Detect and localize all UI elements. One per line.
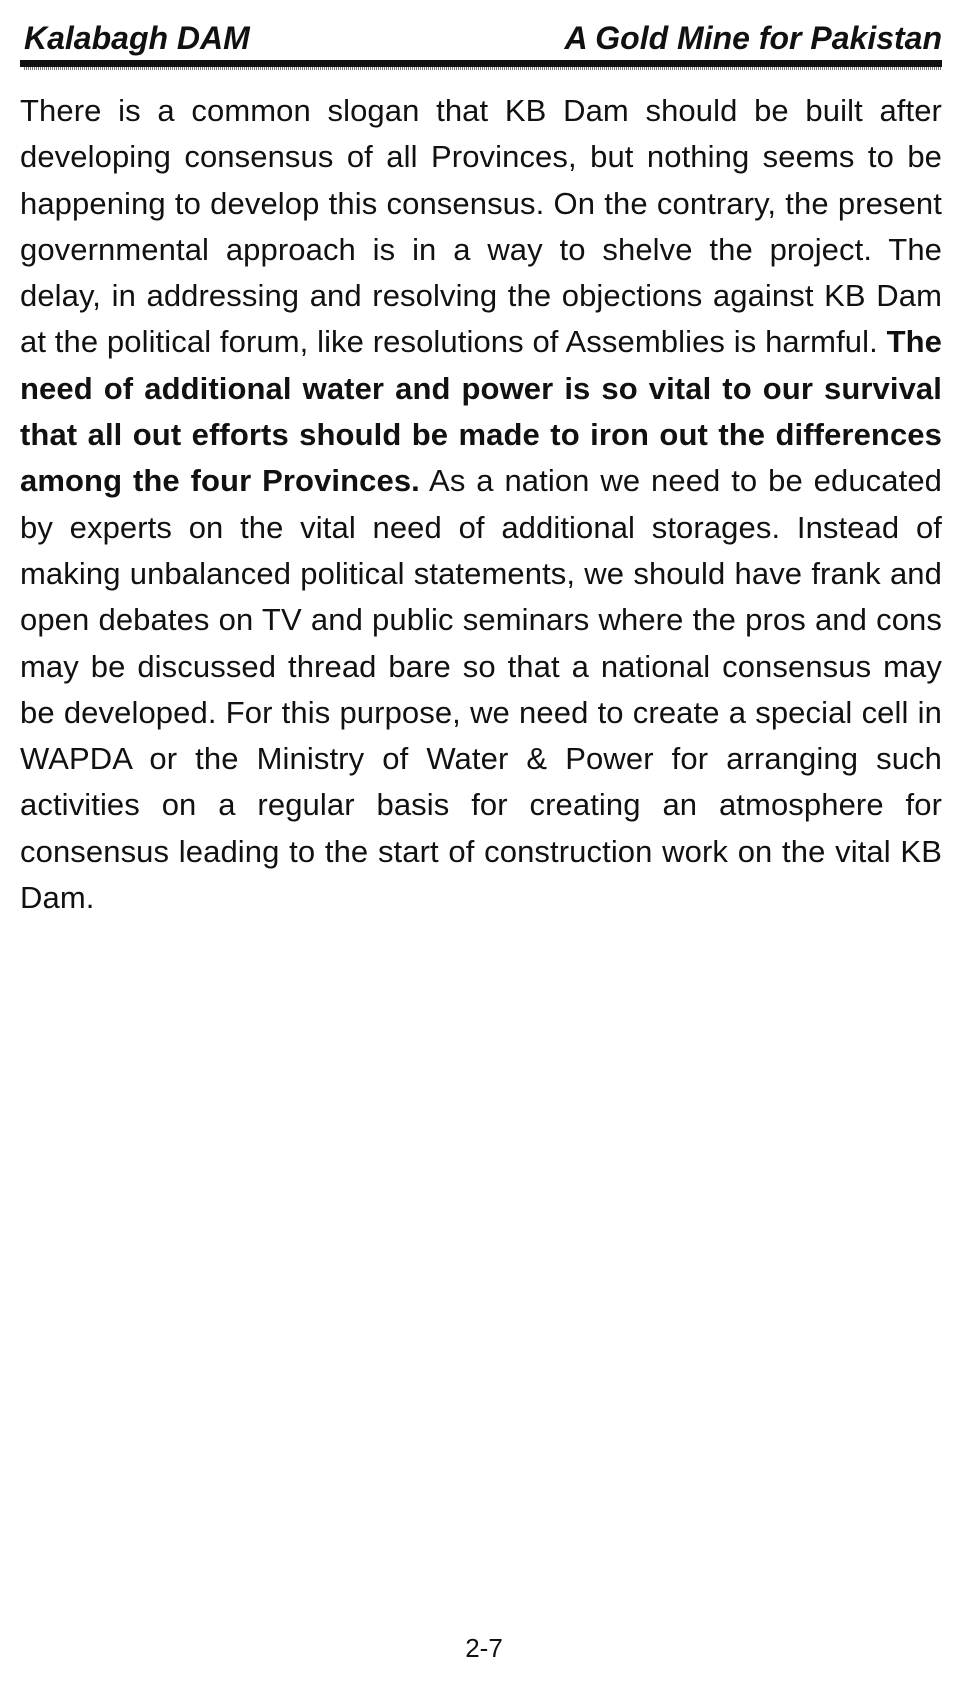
- header-book-subtitle: A Gold Mine for Pakistan: [564, 20, 942, 56]
- header-book-title: Kalabagh DAM: [24, 20, 250, 56]
- running-header: [20, 18, 942, 58]
- paragraph-text-start: There is a common slogan that KB Dam should be built after developing consensus of all Provinces, but nothing seems to be happening to develop this consensus. On the contrary, the present governmental approach is in a way to shelve the project. The delay, in addressing and resolving the objections against KB Dam at the political forum, like resolutions of Assemblies is harmful.: [20, 93, 942, 360]
- header-rule: [20, 60, 942, 67]
- paragraph-text-end: As a nation we need to be educated by experts on the vital need of additional storages. Instead of making unbalanced political statements, we should have frank and open debates on TV and public seminars where the pros and cons may be discussed thread bare so that a national consensus may be developed. For this purpose, we need to create a special cell in WAPDA or the Ministry of Water & Power for arranging such activities on a regular basis for creating an atmosphere for consensus leading to the start of construction work on the vital KB Dam.: [20, 463, 942, 916]
- page-number: 2-7: [465, 1633, 503, 1663]
- header-rule-shadow: [24, 67, 942, 70]
- body-paragraph: [20, 88, 942, 921]
- paragraph-bold-emphasis: The need of additional water and power is so vital to our survival that all out efforts should be made to iron out the differences among the four Provinces.: [20, 324, 942, 499]
